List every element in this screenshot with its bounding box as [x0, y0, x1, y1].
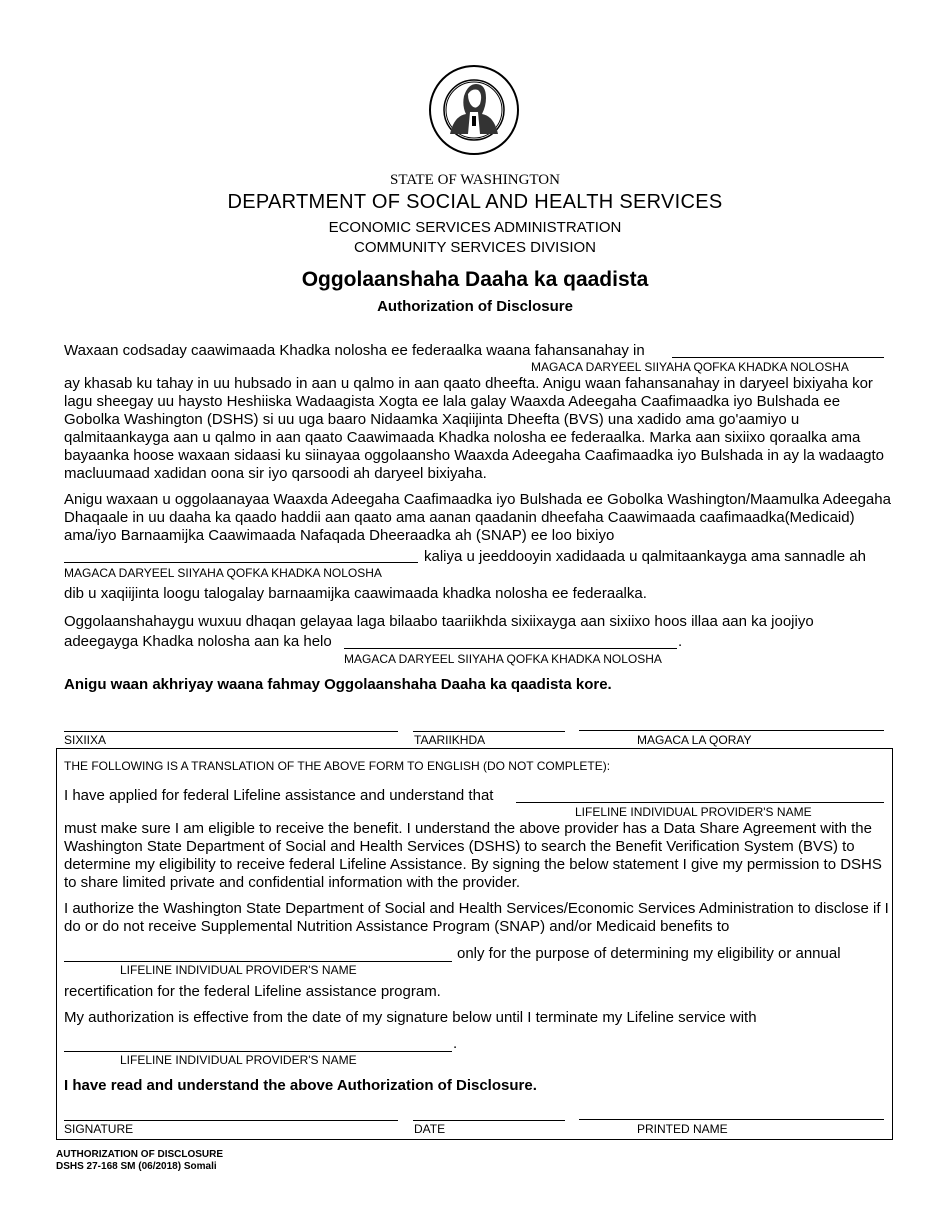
english-acknowledgement: I have read and understand the above Authorization of Disclosure.	[64, 1077, 537, 1094]
somali-p3-line2: adeegayga Khadka nolosha aan ka helo	[64, 633, 332, 650]
english-provider-name-field-2[interactable]	[64, 961, 452, 962]
english-p2-after: only for the purpose of determining my eligibility or annual	[457, 945, 841, 962]
english-p1-start: I have applied for federal Lifeline assistance and understand that	[64, 787, 494, 804]
somali-provider-name-field-1[interactable]	[672, 357, 884, 358]
english-p1-body: must make sure I am eligible to receive the benefit. I understand the above provider has a Data Share Agreement with the Washington State Department of Social and Health Services (DSHS) to search the Benefit Verification System (BVS) to determine my eligibility to receive federal Lifeline Assistance. By signing the below statement I give my permission to DSHS to share limited private and confidential information with the provider.	[64, 820, 882, 891]
english-p3: My authorization is effective from the date of my signature below until I terminate my Lifeline service with	[64, 1009, 757, 1026]
somali-p1-start: Waxaan codsaday caawimaada Khadka nolosha ee federaalka waana fahansanahay in	[64, 342, 645, 359]
english-provider-name-field-1[interactable]	[516, 802, 884, 803]
somali-printed-name-field[interactable]	[579, 730, 884, 731]
somali-p2-end: dib u xaqiijinta loogu talogalay barnaamijka caawimaada khadka nolosha ee federaalka.	[64, 585, 647, 602]
english-notice: THE FOLLOWING IS A TRANSLATION OF THE ABOVE FORM TO ENGLISH (DO NOT COMPLETE):	[64, 759, 611, 773]
english-signature-label: SIGNATURE	[64, 1122, 134, 1136]
english-provider-name-field-3[interactable]	[64, 1051, 452, 1052]
somali-provider-label-2: MAGACA DARYEEL SIIYAHA QOFKA KHADKA NOLOSHA	[64, 566, 382, 580]
department-name: DEPARTMENT OF SOCIAL AND HEALTH SERVICES	[227, 191, 723, 213]
division-name: COMMUNITY SERVICES DIVISION	[354, 239, 596, 256]
somali-provider-label-1: MAGACA DARYEEL SIIYAHA QOFKA KHADKA NOLOSHA	[531, 360, 849, 374]
footer-form-name: AUTHORIZATION OF DISCLOSURE	[56, 1149, 224, 1160]
english-p2: I authorize the Washington State Department of Social and Health Services/Economic Services Administration to disclose if I do or do not receive Supplemental Nutrition Assistance Program (SNAP) and/or Medicaid benefits to	[64, 900, 889, 935]
somali-printed-name-label: MAGACA LA QORAY	[637, 733, 752, 747]
footer-form-id: DSHS 27-168 SM (06/2018) Somali	[56, 1161, 217, 1172]
english-signature-field[interactable]	[64, 1120, 398, 1121]
somali-signature-field[interactable]	[64, 731, 398, 732]
somali-date-label: TAARIIKHDA	[414, 733, 486, 747]
somali-p3-line1: Oggolaanshahaygu wuxuu dhaqan gelayaa laga bilaabo taariikhda sixiixayga aan sixiixo hoos illaa aan ka joojiyo	[64, 613, 814, 630]
somali-p2-after: kaliya u jeeddooyin xadidaada u qalmitaankayga ama sannadle ah	[424, 548, 866, 565]
english-date-field[interactable]	[413, 1120, 565, 1121]
english-date-label: DATE	[414, 1122, 446, 1136]
english-provider-label-3: LIFELINE INDIVIDUAL PROVIDER'S NAME	[120, 1053, 357, 1067]
page-title: Oggolaanshaha Daaha ka qaadista	[301, 268, 649, 291]
administration-name: ECONOMIC SERVICES ADMINISTRATION	[328, 219, 622, 236]
somali-signature-label: SIXIIXA	[64, 733, 107, 747]
english-printed-name-field[interactable]	[579, 1119, 884, 1120]
page-subtitle: Authorization of Disclosure	[377, 298, 573, 315]
somali-date-field[interactable]	[413, 731, 565, 732]
somali-acknowledgement: Anigu waan akhriyay waana fahmay Oggolaanshaha Daaha ka qaadista kore.	[64, 676, 612, 693]
washington-state-seal-icon	[428, 64, 520, 156]
english-p2-end: recertification for the federal Lifeline assistance program.	[64, 983, 441, 1000]
english-p3-period: .	[453, 1035, 458, 1052]
somali-provider-name-field-2[interactable]	[64, 562, 418, 563]
somali-provider-name-field-3[interactable]	[344, 648, 677, 649]
english-printed-name-label: PRINTED NAME	[637, 1122, 728, 1136]
somali-p1-body: ay khasab ku tahay in uu hubsado in aan u qalmo in aan qaato dheefta. Anigu waan fahansanahay in daryeel bixiyaha kor lagu sheegay uu haysto Heshiiska Wadaagista Xogta ee lala galay Waaxda Adeegaha Caafimaadka iyo Bulshada ee Gobolka Washington (DSHS) si uu uga baaro Nidaamka Xaqiijinta Dheefta (BVS) una xadido ama go'aamiyo u qalmitaankayga aan u qalmo in aan qaato Caawimaada Khadka nolosha ee federaalka. Marka aan sixiixo qoraalka ama bayaanka hoose waxaan sidaasi ku siinayaa oggolaansho Waaxda Adeegaha Caafimaadka iyo Bulshada in ay la wadaagto macluumaad xadidan oona sir iyo qarsoodi ah daryeel bixiyaha.	[64, 375, 885, 482]
somali-p2: Anigu waxaan u oggolaanayaa Waaxda Adeegaha Caafimaadka iyo Bulshada ee Gobolka Washington/Maamulka Adeegaha Dhaqaale in uu daaha ka qaado haddii aan qaato ama aanan qaadanin dheefaha Caawimaada caafimaadka(Medicaid) ama/iyo Barnaamijka Caawimaada Nafaqada Dheeraadka ah (SNAP) ee loo bixiyo	[64, 491, 891, 544]
english-provider-label-2: LIFELINE INDIVIDUAL PROVIDER'S NAME	[120, 963, 357, 977]
somali-p3-period: .	[678, 633, 683, 650]
english-provider-label-1: LIFELINE INDIVIDUAL PROVIDER'S NAME	[575, 805, 812, 819]
somali-provider-label-3: MAGACA DARYEEL SIIYAHA QOFKA KHADKA NOLOSHA	[344, 652, 662, 666]
state-name: STATE OF WASHINGTON	[390, 172, 560, 188]
